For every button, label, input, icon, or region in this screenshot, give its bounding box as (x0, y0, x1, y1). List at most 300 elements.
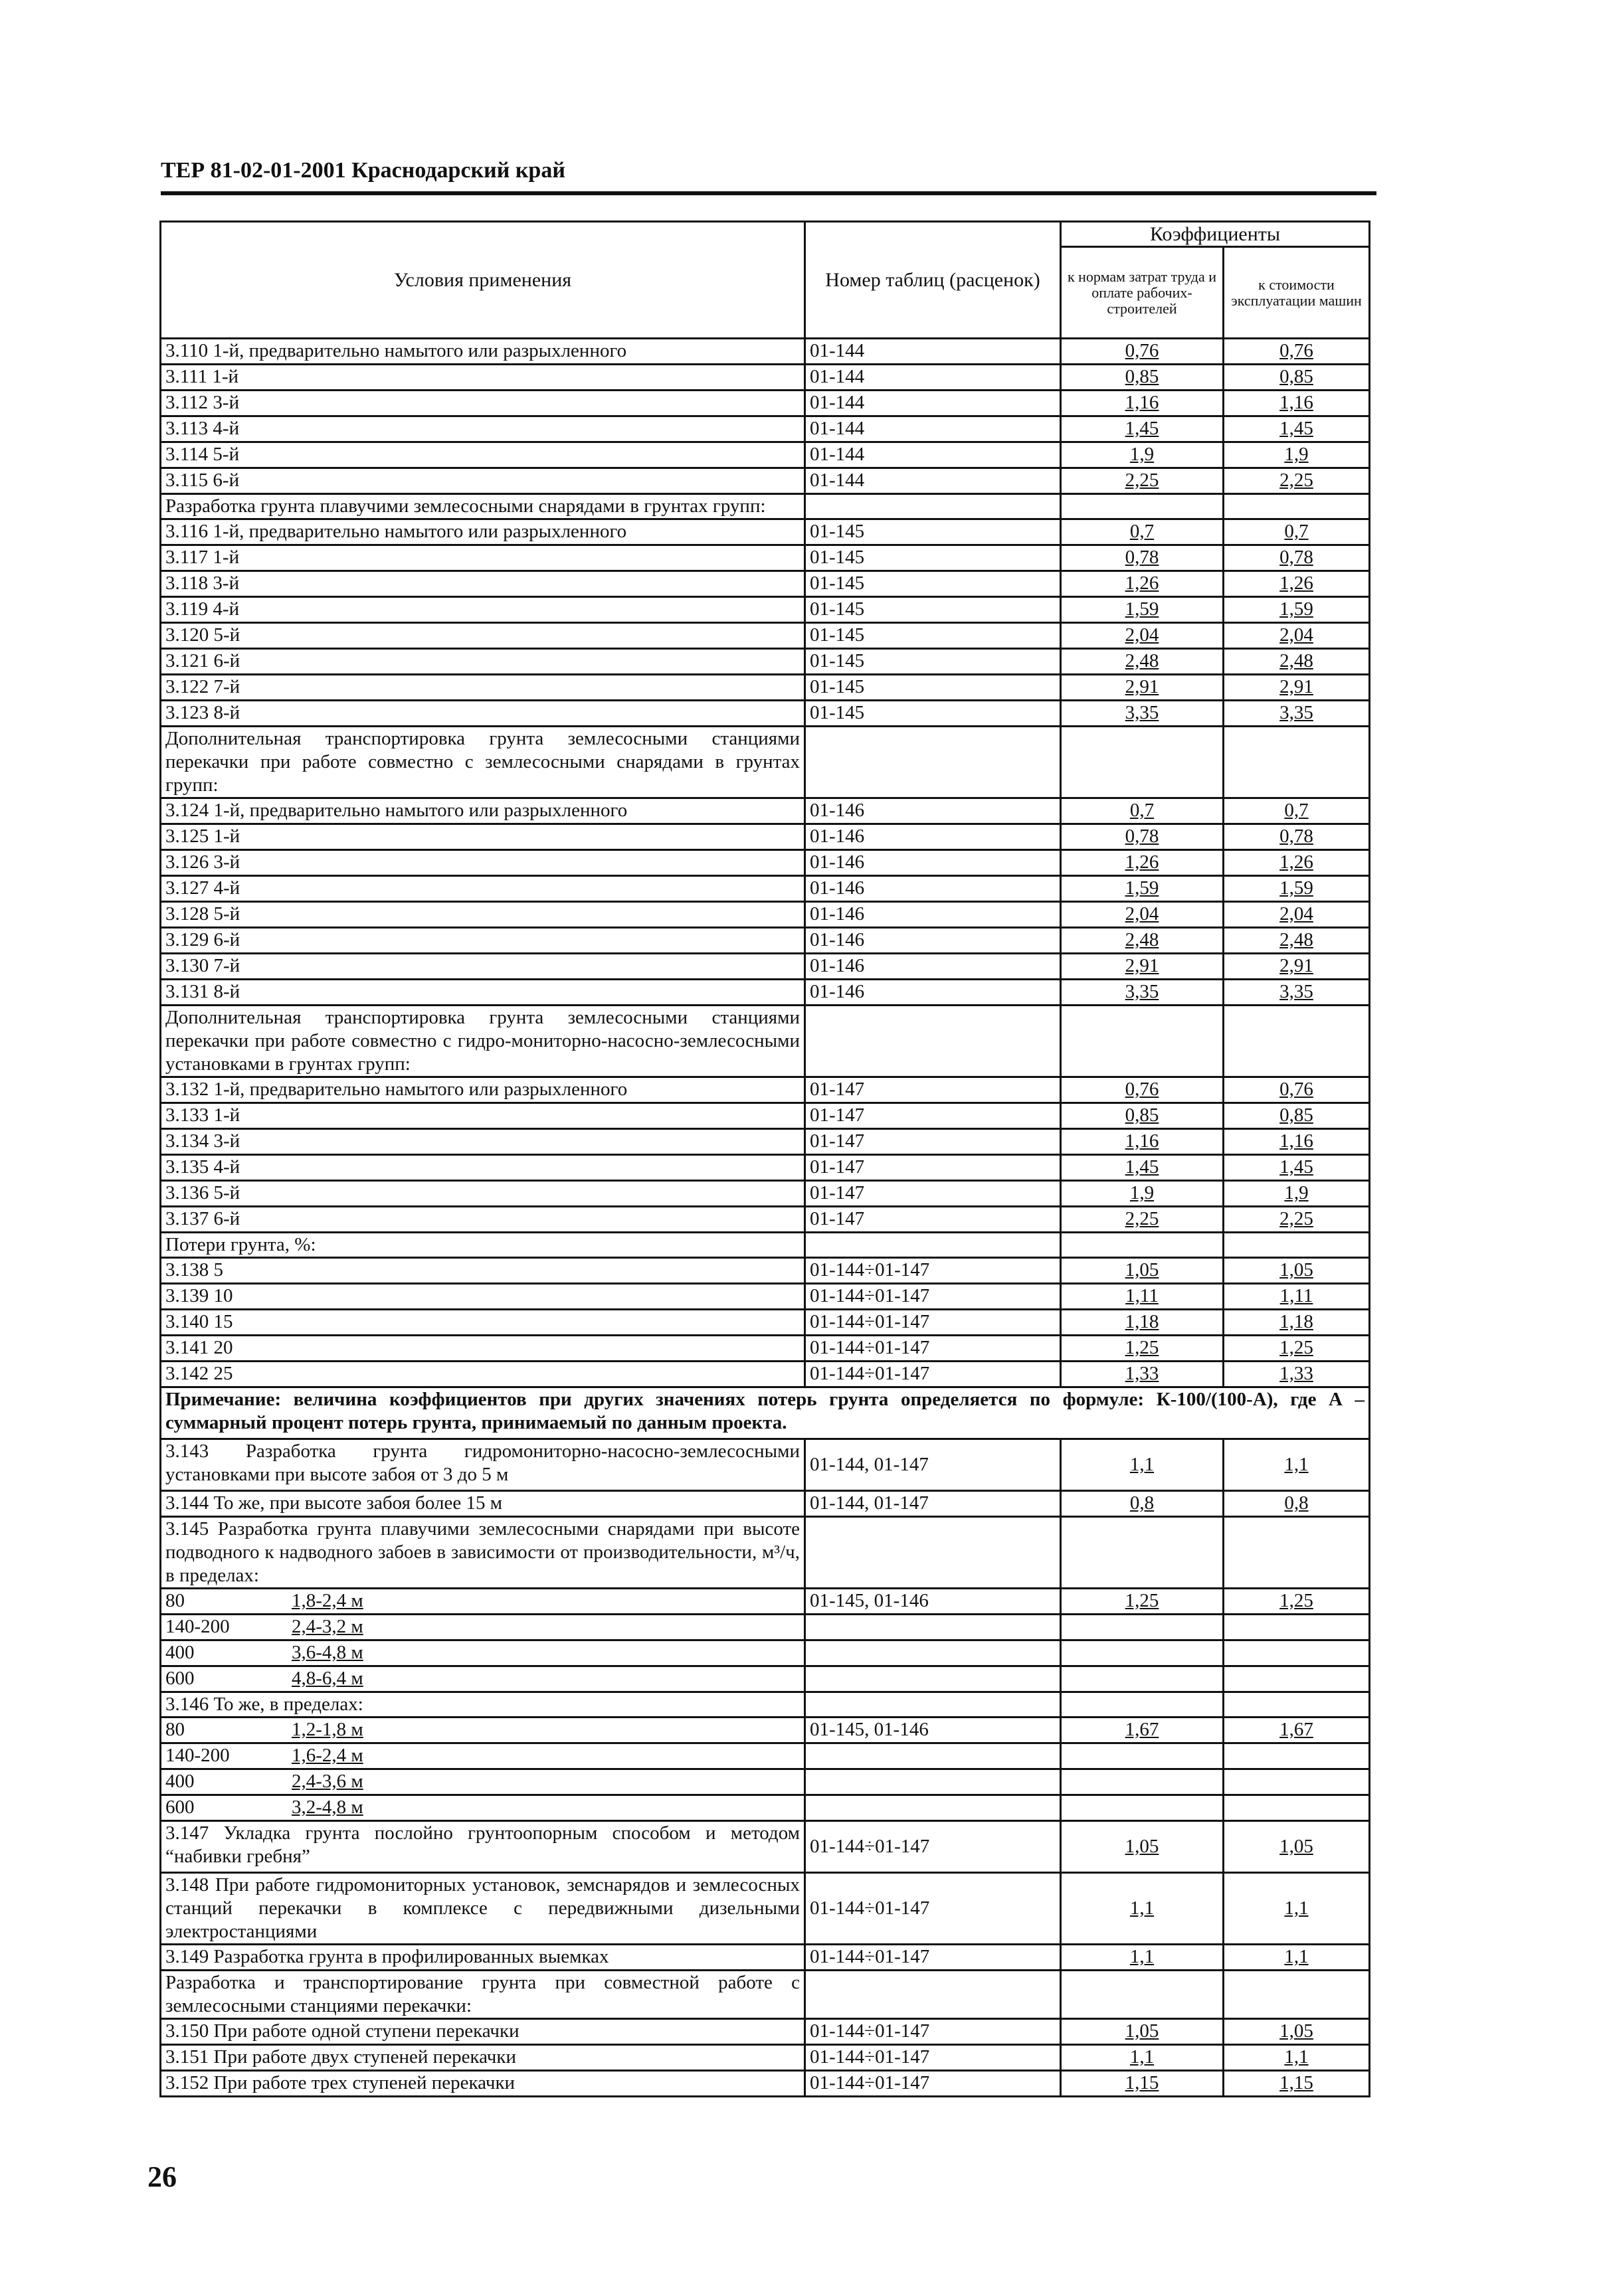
machine-coefficient-cell: 0,8 (1224, 1491, 1370, 1517)
table-number-cell: 01-144 (805, 468, 1061, 494)
machine-coefficient-cell: 2,48 (1224, 649, 1370, 675)
machine-coefficient-cell: 0,76 (1224, 1077, 1370, 1103)
labor-coefficient-cell: 1,45 (1061, 416, 1224, 442)
condition-cell: 3.142 25 (161, 1362, 805, 1387)
condition-cell: 3.139 10 (161, 1284, 805, 1310)
table-row (161, 1491, 1370, 1517)
group-heading: 3.145 Разработка грунта плавучими землесосными снарядами при высоте подводного к надводного забоев в зависимости от производительности, м³/ч, в пределах: (161, 1517, 805, 1589)
table-number-cell: 01-144÷01-147 (805, 1310, 1061, 1336)
labor-coefficient-cell (1061, 1743, 1224, 1769)
table-number-cell: 01-144 (805, 416, 1061, 442)
table-number-cell: 01-145, 01-146 (805, 1589, 1061, 1615)
machine-coefficient-cell: 2,91 (1224, 954, 1370, 980)
machine-coefficient-cell: 1,26 (1224, 571, 1370, 597)
labor-coefficient-cell: 2,25 (1061, 468, 1224, 494)
labor-coefficient-cell: 1,67 (1061, 1718, 1224, 1743)
table-row (161, 339, 1370, 365)
group-heading: Разработка и транспортирование грунта при совместной работе с землесосными станциями перекачки: (161, 1971, 805, 2019)
table-row (161, 824, 1370, 850)
table-row (161, 675, 1370, 701)
condition-cell: 3.111 1-й (161, 365, 805, 391)
machine-coefficient-cell: 1,05 (1224, 1258, 1370, 1284)
machine-coefficient-cell: 1,18 (1224, 1310, 1370, 1336)
table-number-cell: 01-144÷01-147 (805, 2045, 1061, 2071)
machine-coefficient-cell: 1,45 (1224, 1155, 1370, 1181)
condition-cell: 3.114 5-й (161, 442, 805, 468)
condition-cell: 3.144 То же, при высоте забоя более 15 м (161, 1491, 805, 1517)
machine-coefficient-cell (1224, 1971, 1370, 2019)
labor-coefficient-cell (1061, 727, 1224, 798)
coefficients-table (159, 221, 1370, 2097)
table-row (161, 1155, 1370, 1181)
table-row (161, 519, 1370, 545)
labor-coefficient-cell: 0,76 (1061, 339, 1224, 365)
table-number-cell: 01-147 (805, 1077, 1061, 1103)
labor-coefficient-cell (1061, 1233, 1224, 1258)
table-row (161, 1615, 1370, 1640)
condition-cell: 3.126 3-й (161, 850, 805, 876)
condition-cell: 3.141 20 (161, 1336, 805, 1362)
machine-coefficient-cell: 0,7 (1224, 519, 1370, 545)
labor-coefficient-cell: 0,7 (1061, 798, 1224, 824)
machine-coefficient-cell (1224, 1233, 1370, 1258)
table-row (161, 850, 1370, 876)
machine-coefficient-cell (1224, 1769, 1370, 1795)
productivity-value: 400 (165, 1771, 195, 1792)
table-row (161, 545, 1370, 571)
table-row (161, 571, 1370, 597)
page-number: 26 (147, 2161, 177, 2193)
machine-coefficient-cell: 3,35 (1224, 701, 1370, 727)
table-row (161, 1517, 1370, 1589)
table-row (161, 1310, 1370, 1336)
table-number-cell: 01-145 (805, 597, 1061, 623)
machine-coefficient-cell: 1,1 (1224, 1945, 1370, 1971)
table-row (161, 1640, 1370, 1666)
machine-coefficient-cell (1224, 1006, 1370, 1077)
machine-coefficient-cell: 1,11 (1224, 1284, 1370, 1310)
table-number-cell: 01-144÷01-147 (805, 1284, 1061, 1310)
table-row (161, 1258, 1370, 1284)
condition-cell: 3.150 При работе одной ступени перекачки (161, 2019, 805, 2045)
labor-coefficient-cell: 1,1 (1061, 1439, 1224, 1491)
table-row (161, 1103, 1370, 1129)
labor-coefficient-cell: 0,78 (1061, 824, 1224, 850)
table-row (161, 1362, 1370, 1387)
page-header (161, 158, 1376, 195)
condition-cell: 3.148 При работе гидромониторных установок, земснарядов и землесосных станций перекачки в комплексе с передвижными дизельными электростанциями (161, 1873, 805, 1945)
table-row (161, 2071, 1370, 2097)
table-number-cell: 01-144 (805, 442, 1061, 468)
labor-coefficient-cell: 2,48 (1061, 928, 1224, 954)
table-row (161, 1589, 1370, 1615)
table-number-cell: 01-145 (805, 545, 1061, 571)
machine-coefficient-cell: 2,25 (1224, 1207, 1370, 1233)
table-row (161, 1971, 1370, 2019)
labor-coefficient-cell: 0,85 (1061, 1103, 1224, 1129)
table-row (161, 649, 1370, 675)
machine-coefficient-cell (1224, 1517, 1370, 1589)
machine-coefficient-cell: 1,9 (1224, 1181, 1370, 1207)
labor-coefficient-cell: 2,04 (1061, 902, 1224, 928)
table-number-cell: 01-144÷01-147 (805, 1336, 1061, 1362)
machine-coefficient-cell (1224, 1666, 1370, 1692)
group-heading: Разработка грунта плавучими землесосными снарядами в грунтах групп: (161, 494, 805, 519)
table-number-cell: 01-146 (805, 902, 1061, 928)
table-row (161, 1718, 1370, 1743)
condition-cell: 3.129 6-й (161, 928, 805, 954)
table-row (161, 1336, 1370, 1362)
condition-cell: 3.130 7-й (161, 954, 805, 980)
machine-coefficient-cell (1224, 1615, 1370, 1640)
productivity-value: 140-200 (165, 1616, 230, 1637)
machine-coefficient-cell: 0,85 (1224, 1103, 1370, 1129)
height-range: 2,4-3,6 м (292, 1771, 363, 1792)
machine-coefficient-cell: 1,67 (1224, 1718, 1370, 1743)
table-number-cell: 01-147 (805, 1207, 1061, 1233)
labor-coefficient-cell: 0,7 (1061, 519, 1224, 545)
height-range: 1,6-2,4 м (292, 1745, 363, 1766)
labor-coefficient-cell: 3,35 (1061, 701, 1224, 727)
condition-cell: 3.138 5 (161, 1258, 805, 1284)
table-row (161, 876, 1370, 902)
table-row (161, 442, 1370, 468)
height-range: 1,2-1,8 м (292, 1719, 363, 1740)
machine-coefficient-cell (1224, 1743, 1370, 1769)
table-row (161, 1439, 1370, 1491)
table-row (161, 902, 1370, 928)
condition-cell (161, 1615, 805, 1640)
table-row (161, 727, 1370, 798)
table-number-cell: 01-145 (805, 519, 1061, 545)
condition-cell (161, 1589, 805, 1615)
machine-coefficient-cell (1224, 494, 1370, 519)
labor-coefficient-cell: 1,45 (1061, 1155, 1224, 1181)
header-labor: к нормам затрат труда и оплате рабочих-строителей (1061, 247, 1224, 339)
labor-coefficient-cell: 1,11 (1061, 1284, 1224, 1310)
labor-coefficient-cell: 2,91 (1061, 675, 1224, 701)
labor-coefficient-cell (1061, 1517, 1224, 1589)
condition-cell: 3.112 3-й (161, 391, 805, 416)
machine-coefficient-cell: 0,85 (1224, 365, 1370, 391)
table-number-cell: 01-145 (805, 649, 1061, 675)
table-number-cell: 01-144÷01-147 (805, 1821, 1061, 1873)
group-heading: Потери грунта, %: (161, 1233, 805, 1258)
machine-coefficient-cell (1224, 1640, 1370, 1666)
table-row (161, 1821, 1370, 1873)
condition-cell: 3.140 15 (161, 1310, 805, 1336)
table-number-cell: 01-146 (805, 798, 1061, 824)
labor-coefficient-cell (1061, 494, 1224, 519)
height-range: 3,6-4,8 м (292, 1642, 363, 1663)
table-row (161, 1387, 1370, 1439)
table-header (161, 222, 1370, 339)
machine-coefficient-cell: 0,7 (1224, 798, 1370, 824)
height-range: 4,8-6,4 м (292, 1668, 363, 1689)
labor-coefficient-cell (1061, 1795, 1224, 1821)
labor-coefficient-cell: 0,76 (1061, 1077, 1224, 1103)
labor-coefficient-cell: 1,05 (1061, 1821, 1224, 1873)
table-row (161, 1692, 1370, 1718)
table-number-cell: 01-144÷01-147 (805, 2071, 1061, 2097)
height-range: 2,4-3,2 м (292, 1616, 363, 1637)
table-row (161, 2045, 1370, 2071)
table-row (161, 980, 1370, 1006)
table-number-cell: 01-146 (805, 928, 1061, 954)
machine-coefficient-cell: 0,76 (1224, 339, 1370, 365)
group-heading: Дополнительная транспортировка грунта землесосными станциями перекачки при работе совместно с землесосными снарядами в грунтах групп: (161, 727, 805, 798)
header-rule (161, 191, 1376, 195)
labor-coefficient-cell (1061, 1971, 1224, 2019)
table-number-cell: 01-146 (805, 954, 1061, 980)
labor-coefficient-cell: 2,04 (1061, 623, 1224, 649)
table-number-cell (805, 1640, 1061, 1666)
labor-coefficient-cell (1061, 1666, 1224, 1692)
condition-cell: 3.110 1-й, предварительно намытого или разрыхленного (161, 339, 805, 365)
table-row (161, 1743, 1370, 1769)
condition-cell: 3.128 5-й (161, 902, 805, 928)
labor-coefficient-cell: 0,85 (1061, 365, 1224, 391)
condition-cell: 3.118 3-й (161, 571, 805, 597)
table-row (161, 1945, 1370, 1971)
machine-coefficient-cell: 2,48 (1224, 928, 1370, 954)
condition-cell: 3.151 При работе двух ступеней перекачки (161, 2045, 805, 2071)
table-number-cell: 01-144 (805, 365, 1061, 391)
labor-coefficient-cell: 1,59 (1061, 597, 1224, 623)
table-row (161, 1284, 1370, 1310)
table-number-cell: 01-147 (805, 1181, 1061, 1207)
labor-coefficient-cell: 1,59 (1061, 876, 1224, 902)
table-row (161, 1129, 1370, 1155)
table-number-cell: 01-144, 01-147 (805, 1491, 1061, 1517)
table-number-cell (805, 1795, 1061, 1821)
condition-cell: 3.134 3-й (161, 1129, 805, 1155)
machine-coefficient-cell: 1,05 (1224, 2019, 1370, 2045)
table-row (161, 954, 1370, 980)
labor-coefficient-cell: 2,91 (1061, 954, 1224, 980)
condition-cell: 3.123 8-й (161, 701, 805, 727)
table-number-cell: 01-145, 01-146 (805, 1718, 1061, 1743)
labor-coefficient-cell: 1,33 (1061, 1362, 1224, 1387)
table-row (161, 597, 1370, 623)
labor-coefficient-cell: 1,26 (1061, 571, 1224, 597)
machine-coefficient-cell: 2,91 (1224, 675, 1370, 701)
machine-coefficient-cell: 1,16 (1224, 391, 1370, 416)
table-number-cell: 01-147 (805, 1155, 1061, 1181)
labor-coefficient-cell (1061, 1769, 1224, 1795)
header-machines: к стоимости эксплуатации машин (1224, 247, 1370, 339)
condition-cell: 3.131 8-й (161, 980, 805, 1006)
table-number-cell (805, 494, 1061, 519)
table-row (161, 623, 1370, 649)
table-row (161, 1233, 1370, 1258)
condition-cell (161, 1743, 805, 1769)
productivity-value: 80 (165, 1719, 185, 1740)
table-number-cell: 01-146 (805, 876, 1061, 902)
machine-coefficient-cell: 1,25 (1224, 1589, 1370, 1615)
table-row (161, 365, 1370, 391)
table-number-cell: 01-145 (805, 623, 1061, 649)
table-number-cell: 01-144÷01-147 (805, 2019, 1061, 2045)
machine-coefficient-cell (1224, 1692, 1370, 1718)
condition-cell (161, 1718, 805, 1743)
labor-coefficient-cell: 1,25 (1061, 1336, 1224, 1362)
table-number-cell (805, 727, 1061, 798)
labor-coefficient-cell: 1,1 (1061, 2045, 1224, 2071)
machine-coefficient-cell: 2,25 (1224, 468, 1370, 494)
table-number-cell (805, 1971, 1061, 2019)
machine-coefficient-cell: 2,04 (1224, 902, 1370, 928)
table-row (161, 1666, 1370, 1692)
table-number-cell: 01-144÷01-147 (805, 1945, 1061, 1971)
condition-cell: 3.119 4-й (161, 597, 805, 623)
table-number-cell: 01-146 (805, 824, 1061, 850)
group-heading: Дополнительная транспортировка грунта землесосными станциями перекачки при работе совместно с гидро-мониторно-насосно-землесосными установками в грунтах групп: (161, 1006, 805, 1077)
document-title: ТЕР 81-02-01-2001 Краснодарский край (161, 158, 565, 183)
table-row (161, 1873, 1370, 1945)
table-number-cell (805, 1769, 1061, 1795)
labor-coefficient-cell: 1,9 (1061, 442, 1224, 468)
table-row (161, 1006, 1370, 1077)
table-number-cell: 01-144÷01-147 (805, 1362, 1061, 1387)
table-number-cell: 01-147 (805, 1103, 1061, 1129)
labor-coefficient-cell: 2,48 (1061, 649, 1224, 675)
labor-coefficient-cell: 1,1 (1061, 1945, 1224, 1971)
productivity-value: 140-200 (165, 1745, 230, 1766)
labor-coefficient-cell: 1,9 (1061, 1181, 1224, 1207)
group-heading: 3.146 То же, в пределах: (161, 1692, 805, 1718)
machine-coefficient-cell: 2,04 (1224, 623, 1370, 649)
condition-cell: 3.122 7-й (161, 675, 805, 701)
table-number-cell: 01-145 (805, 675, 1061, 701)
table-number-cell: 01-144÷01-147 (805, 1258, 1061, 1284)
machine-coefficient-cell: 0,78 (1224, 824, 1370, 850)
labor-coefficient-cell: 3,35 (1061, 980, 1224, 1006)
condition-cell (161, 1795, 805, 1821)
condition-cell: 3.117 1-й (161, 545, 805, 571)
machine-coefficient-cell: 1,9 (1224, 442, 1370, 468)
machine-coefficient-cell: 3,35 (1224, 980, 1370, 1006)
productivity-value: 400 (165, 1642, 195, 1663)
machine-coefficient-cell: 1,59 (1224, 876, 1370, 902)
machine-coefficient-cell: 1,1 (1224, 1439, 1370, 1491)
condition-cell: 3.133 1-й (161, 1103, 805, 1129)
machine-coefficient-cell: 1,26 (1224, 850, 1370, 876)
condition-cell: 3.125 1-й (161, 824, 805, 850)
table-row (161, 2019, 1370, 2045)
table-number-cell: 01-144, 01-147 (805, 1439, 1061, 1491)
machine-coefficient-cell (1224, 1795, 1370, 1821)
table-number-cell: 01-144 (805, 339, 1061, 365)
labor-coefficient-cell: 2,25 (1061, 1207, 1224, 1233)
labor-coefficient-cell: 1,1 (1061, 1873, 1224, 1945)
condition-cell: 3.147 Укладка грунта послойно грунтоопорным способом и методом “набивки гребня” (161, 1821, 805, 1873)
condition-cell: 3.121 6-й (161, 649, 805, 675)
condition-cell (161, 1769, 805, 1795)
condition-cell: 3.137 6-й (161, 1207, 805, 1233)
machine-coefficient-cell: 1,59 (1224, 597, 1370, 623)
labor-coefficient-cell: 1,05 (1061, 2019, 1224, 2045)
condition-cell: 3.152 При работе трех ступеней перекачки (161, 2071, 805, 2097)
table-row (161, 391, 1370, 416)
productivity-value: 600 (165, 1797, 195, 1818)
labor-coefficient-cell: 0,78 (1061, 545, 1224, 571)
table-row (161, 1181, 1370, 1207)
labor-coefficient-cell (1061, 1692, 1224, 1718)
condition-cell (161, 1640, 805, 1666)
condition-cell: 3.115 6-й (161, 468, 805, 494)
table-number-cell (805, 1006, 1061, 1077)
table-number-cell: 01-145 (805, 701, 1061, 727)
header-coefficients: Коэффициенты (1061, 222, 1370, 247)
table-number-cell: 01-146 (805, 980, 1061, 1006)
labor-coefficient-cell: 1,05 (1061, 1258, 1224, 1284)
table-number-cell (805, 1517, 1061, 1589)
condition-cell: 3.113 4-й (161, 416, 805, 442)
condition-cell: 3.124 1-й, предварительно намытого или разрыхленного (161, 798, 805, 824)
machine-coefficient-cell: 1,45 (1224, 416, 1370, 442)
table-number-cell (805, 1692, 1061, 1718)
labor-coefficient-cell: 1,15 (1061, 2071, 1224, 2097)
machine-coefficient-cell (1224, 727, 1370, 798)
condition-cell: 3.143 Разработка грунта гидромониторно-насосно-землесосными установками при высоте забоя от 3 до 5 м (161, 1439, 805, 1491)
labor-coefficient-cell (1061, 1615, 1224, 1640)
condition-cell: 3.116 1-й, предварительно намытого или разрыхленного (161, 519, 805, 545)
table-number-cell (805, 1615, 1061, 1640)
table-row (161, 468, 1370, 494)
labor-coefficient-cell: 1,16 (1061, 391, 1224, 416)
header-conditions: Условия применения (161, 222, 805, 339)
productivity-value: 80 (165, 1590, 185, 1611)
labor-coefficient-cell: 1,16 (1061, 1129, 1224, 1155)
table-body (161, 339, 1370, 2097)
machine-coefficient-cell: 1,1 (1224, 2045, 1370, 2071)
table-row (161, 928, 1370, 954)
labor-coefficient-cell: 1,26 (1061, 850, 1224, 876)
labor-coefficient-cell: 1,25 (1061, 1589, 1224, 1615)
condition-cell: 3.132 1-й, предварительно намытого или разрыхленного (161, 1077, 805, 1103)
machine-coefficient-cell: 1,16 (1224, 1129, 1370, 1155)
table-row (161, 416, 1370, 442)
table-number-cell: 01-144÷01-147 (805, 1873, 1061, 1945)
table-number-cell: 01-147 (805, 1129, 1061, 1155)
table-number-cell: 01-144 (805, 391, 1061, 416)
table-number-cell: 01-146 (805, 850, 1061, 876)
table-note: Примечание: величина коэффициентов при других значениях потерь грунта определяется по формуле: К-100/(100-А), где А – суммарный процент потерь грунта, принимаемый по данным проекта. (161, 1387, 1370, 1439)
table-number-cell (805, 1233, 1061, 1258)
table-number-cell (805, 1666, 1061, 1692)
table-row (161, 798, 1370, 824)
table-row (161, 1207, 1370, 1233)
machine-coefficient-cell: 0,78 (1224, 545, 1370, 571)
table-row (161, 1077, 1370, 1103)
condition-cell: 3.135 4-й (161, 1155, 805, 1181)
table-number-cell: 01-145 (805, 571, 1061, 597)
table-row (161, 494, 1370, 519)
machine-coefficient-cell: 1,33 (1224, 1362, 1370, 1387)
labor-coefficient-cell: 1,18 (1061, 1310, 1224, 1336)
height-range: 1,8-2,4 м (292, 1590, 363, 1611)
condition-cell: 3.127 4-й (161, 876, 805, 902)
labor-coefficient-cell (1061, 1640, 1224, 1666)
machine-coefficient-cell: 1,15 (1224, 2071, 1370, 2097)
labor-coefficient-cell: 0,8 (1061, 1491, 1224, 1517)
table-row (161, 701, 1370, 727)
condition-cell: 3.120 5-й (161, 623, 805, 649)
condition-cell (161, 1666, 805, 1692)
labor-coefficient-cell (1061, 1006, 1224, 1077)
table-number-cell (805, 1743, 1061, 1769)
